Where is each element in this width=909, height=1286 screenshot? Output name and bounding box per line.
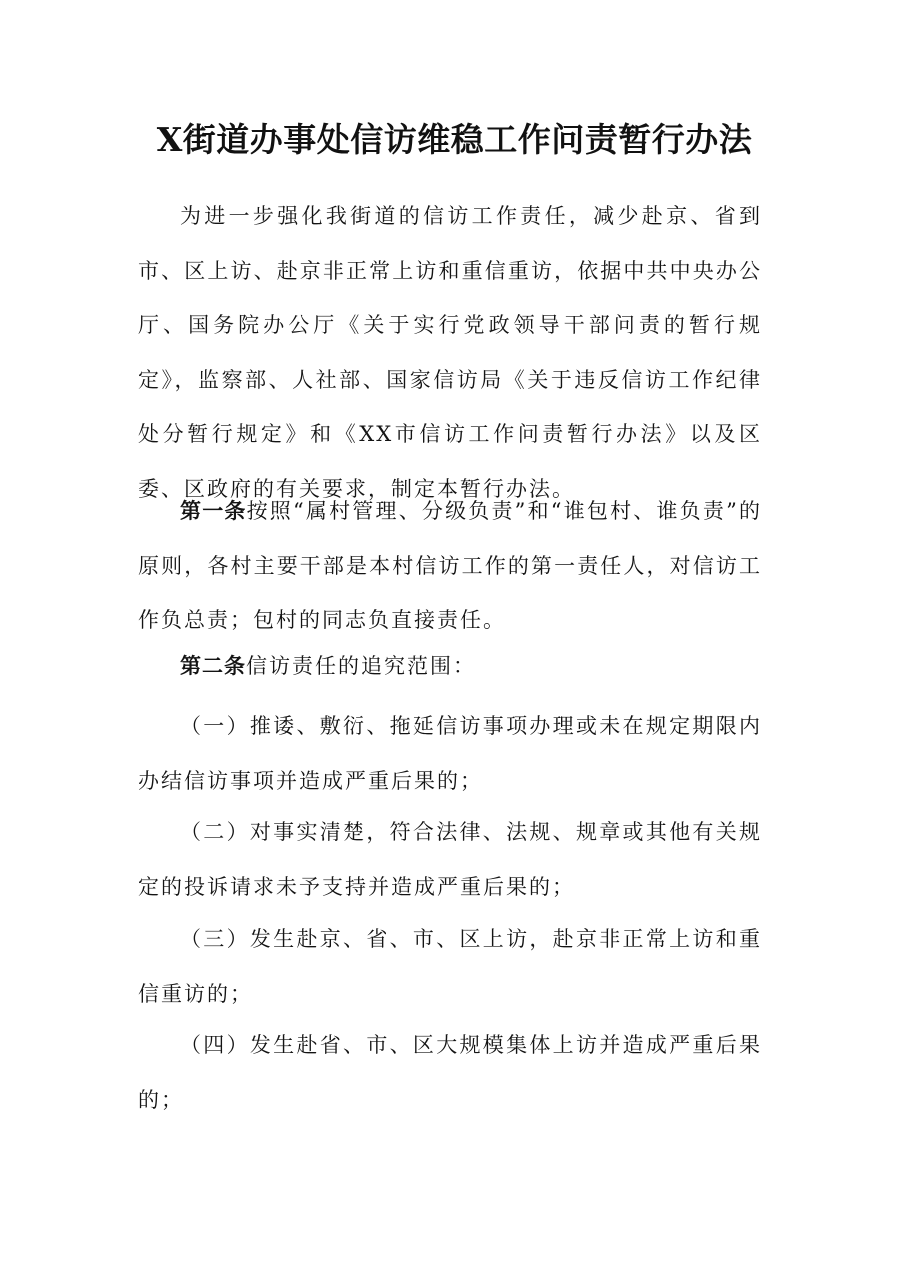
list-item: （一）推诿、敷衍、拖延信访事项办理或未在规定期限内办结信访事项并造成严重后果的；	[138, 714, 762, 793]
intro-paragraph: 为进一步强化我街道的信访工作责任，减少赴京、省到市、区上访、赴京非正常上访和重信重访，依据中共中央办公厅、国务院办公厅《关于实行党政领导干部问责的暂行规定》，监察部、人社部、国家信访局《关于违反信访工作纪律处分暂行规定》和《XX市信访工作问责暂行办法》以及区委、区政府的有关要求，制定本暂行办法。	[138, 204, 762, 501]
list-item: （二）对事实清楚，符合法律、法规、规章或其他有关规定的投诉请求未予支持并造成严重后果的；	[138, 820, 762, 899]
article-1-paragraph	[138, 484, 762, 648]
article-2-paragraph	[138, 639, 762, 694]
list-item: （三）发生赴京、省、市、区上访，赴京非正常上访和重信重访的；	[138, 927, 762, 1006]
document-title: X街道办事处信访维稳工作问责暂行办法	[156, 120, 753, 159]
article-2-lead: 第二条	[180, 653, 246, 678]
article-1-lead: 第一条	[180, 498, 247, 523]
article-2-text: 信访责任的追究范围：	[246, 654, 476, 678]
article-1-text: 按照“属村管理、分级负责”和“谁包村、谁负责”的原则，各村主要干部是本村信访工作的第一责任人，对信访工作负总责；包村的同志负直接责任。	[138, 499, 762, 632]
list-item: （四）发生赴省、市、区大规模集体上访并造成严重后果的；	[138, 1033, 762, 1112]
